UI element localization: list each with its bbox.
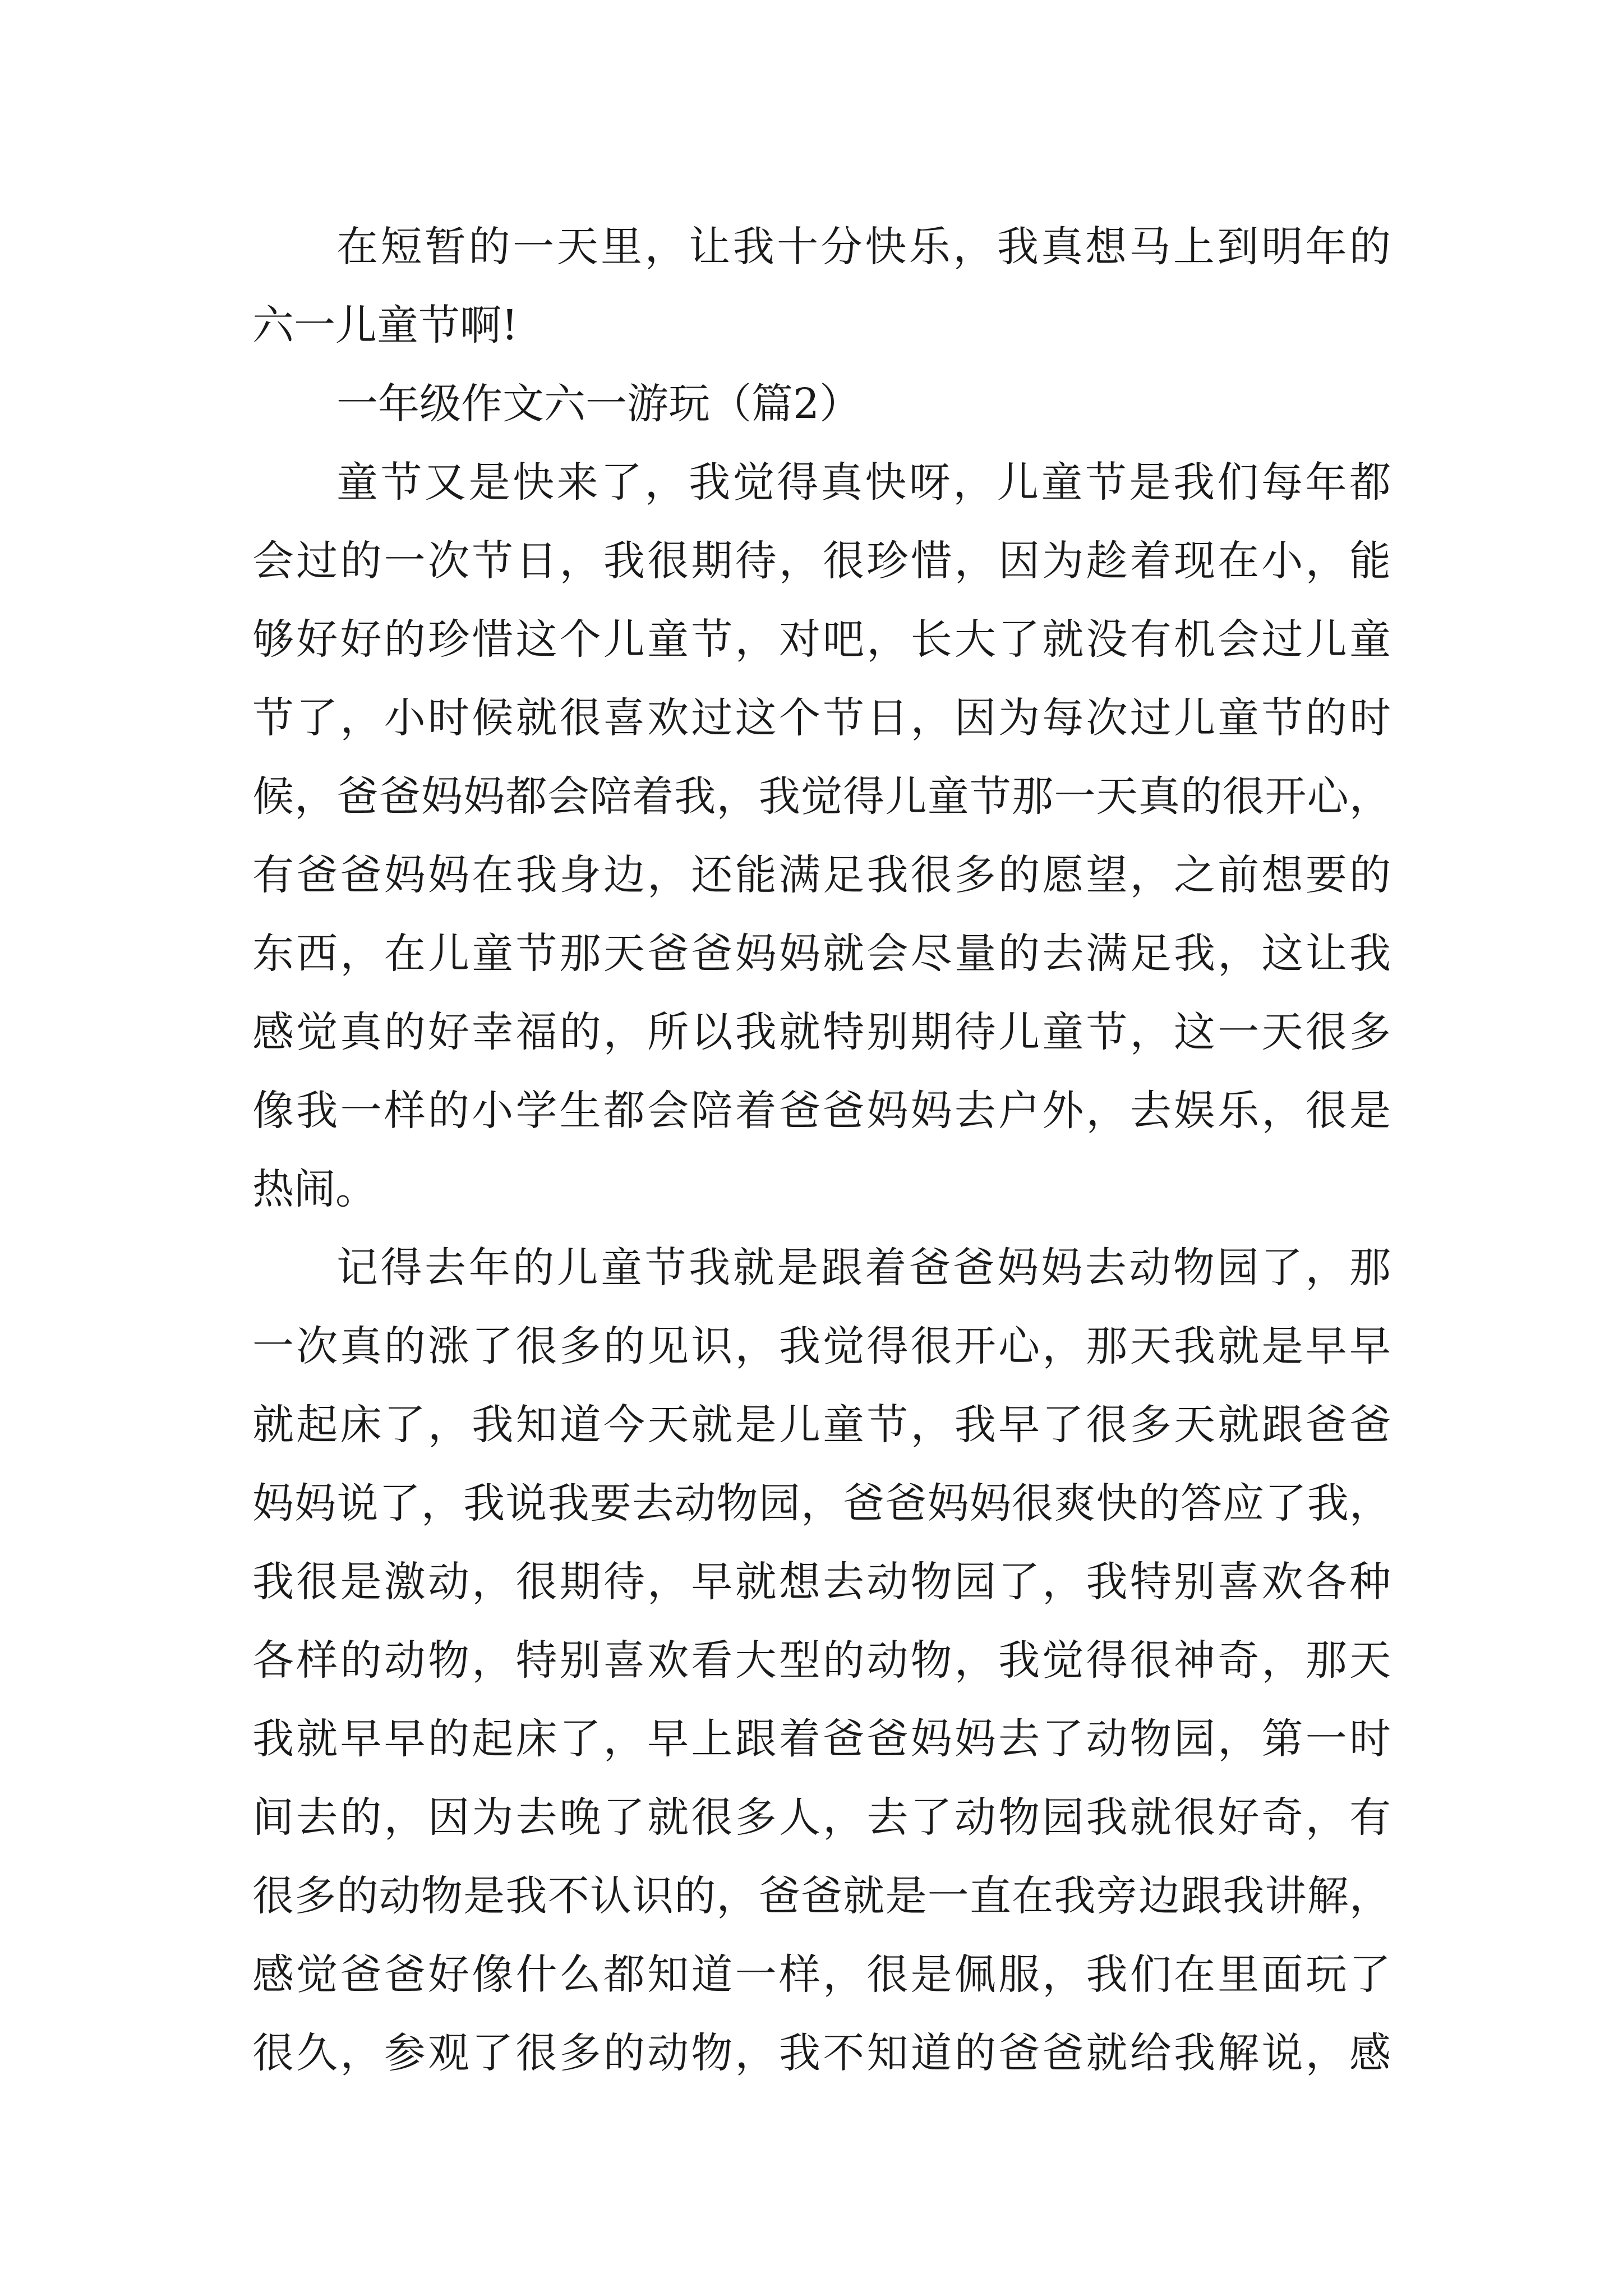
paragraph-line: 各样的动物，特别喜欢看大型的动物，我觉得很神奇，那天 (252, 1636, 1391, 1685)
paragraph-line: 节了，小时候就很喜欢过这个节日，因为每次过儿童节的时 (252, 694, 1391, 742)
paragraph-line: 够好好的珍惜这个儿童节，对吧，长大了就没有机会过儿童 (252, 615, 1391, 664)
section-heading: 一年级作文六一游玩（篇2） (336, 380, 861, 428)
paragraph-line: 一次真的涨了很多的见识，我觉得很开心，那天我就是早早 (252, 1322, 1391, 1370)
paragraph-line: 记得去年的儿童节我就是跟着爸爸妈妈去动物园了，那 (336, 1244, 1391, 1292)
paragraph-line: 很久，参观了很多的动物，我不知道的爸爸就给我解说，感 (252, 2029, 1391, 2077)
paragraph-line: 候，爸爸妈妈都会陪着我，我觉得儿童节那一天真的很开心， (252, 772, 1391, 821)
paragraph-line: 热闹。 (252, 1165, 377, 1213)
paragraph-line: 像我一样的小学生都会陪着爸爸妈妈去户外，去娱乐，很是 (252, 1087, 1391, 1135)
paragraph-line: 感觉爸爸好像什么都知道一样，很是佩服，我们在里面玩了 (252, 1950, 1391, 1999)
paragraph-line: 间去的，因为去晚了就很多人，去了动物园我就很好奇，有 (252, 1793, 1391, 1842)
paragraph-line: 童节又是快来了，我觉得真快呀，儿童节是我们每年都 (336, 458, 1391, 507)
paragraph-line: 我就早早的起床了，早上跟着爸爸妈妈去了动物园，第一时 (252, 1715, 1391, 1763)
paragraph-line: 在短暂的一天里，让我十分快乐，我真想马上到明年的 (336, 223, 1391, 271)
paragraph-line: 感觉真的好幸福的，所以我就特别期待儿童节，这一天很多 (252, 1008, 1391, 1056)
paragraph-line: 有爸爸妈妈在我身边，还能满足我很多的愿望，之前想要的 (252, 851, 1391, 899)
paragraph-line: 东西，在儿童节那天爸爸妈妈就会尽量的去满足我，这让我 (252, 930, 1391, 978)
paragraph-line: 很多的动物是我不认识的，爸爸就是一直在我旁边跟我讲解， (252, 1872, 1391, 1920)
paragraph-line: 我很是激动，很期待，早就想去动物园了，我特别喜欢各种 (252, 1558, 1391, 1606)
paragraph-line: 妈妈说了，我说我要去动物园，爸爸妈妈很爽快的答应了我， (252, 1479, 1391, 1527)
paragraph-line: 就起床了，我知道今天就是儿童节，我早了很多天就跟爸爸 (252, 1401, 1391, 1449)
paragraph-line: 六一儿童节啊! (252, 301, 518, 349)
paragraph-line: 会过的一次节日，我很期待，很珍惜，因为趁着现在小，能 (252, 537, 1391, 585)
